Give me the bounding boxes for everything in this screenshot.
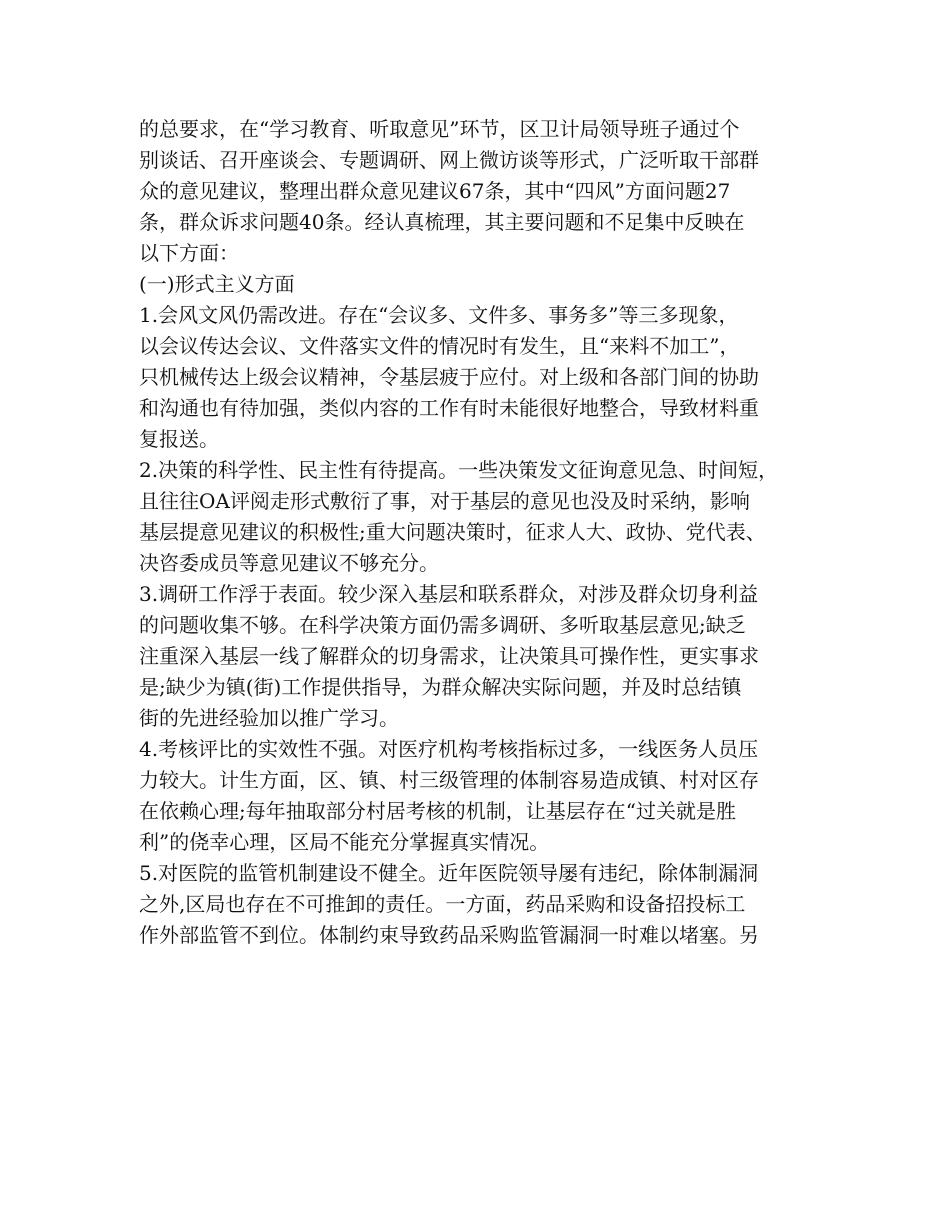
text-line: 复报送。 <box>139 427 219 451</box>
section-heading: (一)形式主义方面 <box>139 272 295 296</box>
text-line: 只机械传达上级会议精神，令基层疲于应付。对上级和各部门间的协助 <box>139 365 759 389</box>
text-line: 力较大。计生方面，区、镇、村三级管理的体制容易造成镇、村对区存 <box>139 768 759 792</box>
text-line: 街的先进经验加以推广学习。 <box>139 706 399 730</box>
text-line: 2.决策的科学性、民主性有待提高。一些决策发文征询意见急、时间短， <box>139 458 779 482</box>
text-line: 众的意见建议，整理出群众意见建议67条，其中“四风”方面问题27 <box>139 179 731 203</box>
text-line: 在依赖心理;每年抽取部分村居考核的机制，让基层存在“过关就是胜 <box>139 799 736 823</box>
text-line: 基层提意见建议的积极性;重大问题决策时，征求人大、政协、党代表、 <box>139 520 766 544</box>
text-line: 之外,区局也存在不可推卸的责任。一方面，药品采购和设备招投标工 <box>139 892 746 916</box>
text-line: 条，群众诉求问题40条。经认真梳理，其主要问题和不足集中反映在 <box>139 210 745 234</box>
text-line: 和沟通也有待加强，类似内容的工作有时未能很好地整合，导致材料重 <box>139 396 759 420</box>
text-line: 注重深入基层一线了解群众的切身需求，让决策具可操作性，更实事求 <box>139 644 759 668</box>
text-line: 的问题收集不够。在科学决策方面仍需多调研、多听取基层意见;缺乏 <box>139 613 746 637</box>
text-line: 别谈话、召开座谈会、专题调研、网上微访谈等形式，广泛听取干部群 <box>139 148 759 172</box>
text-line: 决咨委成员等意见建议不够充分。 <box>139 551 439 575</box>
text-line: 利”的侥幸心理，区局不能充分掌握真实情况。 <box>139 830 550 854</box>
text-line: 1.会风文风仍需改进。存在“会议多、文件多、事务多”等三多现象， <box>139 303 739 327</box>
text-line: 的总要求，在“学习教育、听取意见”环节，区卫计局领导班子通过个 <box>139 117 740 141</box>
text-line: 是;缺少为镇(街)工作提供指导，为群众解决实际问题，并及时总结镇 <box>139 675 742 699</box>
text-line: 以下方面： <box>139 241 239 265</box>
text-line: 以会议传达会议、文件落实文件的情况时有发生，且“来料不加工”， <box>139 334 740 358</box>
document-body <box>139 114 829 951</box>
text-line: 5.对医院的监管机制建设不健全。近年医院领导屡有违纪，除体制漏洞 <box>139 861 759 885</box>
text-line: 作外部监管不到位。体制约束导致药品采购监管漏洞一时难以堵塞。另 <box>139 923 759 947</box>
text-line: 且往往OA评阅走形式敷衍了事，对于基层的意见也没及时采纳，影响 <box>139 489 750 513</box>
text-line: 4.考核评比的实效性不强。对医疗机构考核指标过多，一线医务人员压 <box>139 737 759 761</box>
text-line: 3.调研工作浮于表面。较少深入基层和联系群众，对涉及群众切身利益 <box>139 582 759 606</box>
